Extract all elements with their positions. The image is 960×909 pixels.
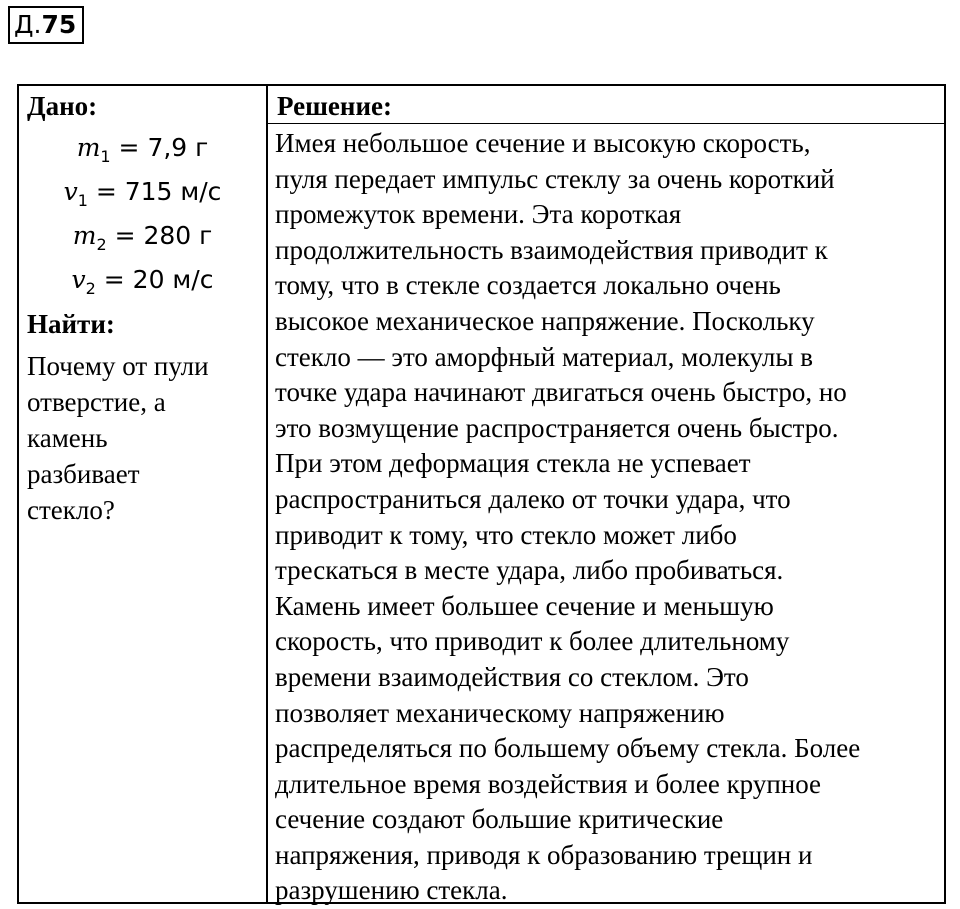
solution-line: времени взаимодействия со стеклом. Это <box>275 661 749 692</box>
solution-line: высокое механическое напряжение. Поскольку <box>275 305 815 336</box>
find-heading: Найти: <box>27 309 115 339</box>
solution-line: скорость, что приводит к более длительному <box>275 626 790 657</box>
solution-table <box>17 84 946 904</box>
solution-line: продолжительность взаимодействия приводит к <box>275 234 828 265</box>
solution-line: напряжения, приводя к образованию трещин и <box>275 839 813 870</box>
question-line: отверстие, а <box>27 387 166 417</box>
solution-line: позволяет механическому напряжению <box>275 697 725 728</box>
solution-line: распределяться по большему объему стекла. Более <box>275 733 861 764</box>
formula-variable: m <box>72 221 97 250</box>
solution-line: промежуток времени. Эта короткая <box>275 199 682 230</box>
formula-subscript: 2 <box>96 235 107 254</box>
question-line: стекло? <box>27 495 115 525</box>
solution-line: При этом деформация стекла не успевает <box>275 448 751 479</box>
formula-subscript: 2 <box>85 279 96 298</box>
solution-text <box>275 126 945 909</box>
formula-value: = 20 м/с <box>95 265 214 294</box>
solution-line: стекло — это аморфный материал, молекулы в <box>275 341 813 372</box>
formula-value: = 7,9 г <box>110 133 209 162</box>
formula-value: = 715 м/с <box>87 177 222 206</box>
find-question <box>27 348 259 528</box>
solution-header-rule <box>268 123 944 124</box>
formula-value: = 280 г <box>106 221 213 250</box>
solution-line: длительное время воздействия и более крупное <box>275 768 822 799</box>
solution-heading: Решение: <box>277 91 392 121</box>
question-line: Почему от пули <box>27 351 209 381</box>
question-line: камень <box>27 423 108 453</box>
question-line: разбивает <box>27 459 140 489</box>
given-speed-2 <box>19 258 266 311</box>
solution-line: точке удара начинают двигаться очень быстро, но <box>275 377 847 408</box>
solution-line: Имея небольшое сечение и высокую скорость, <box>275 128 811 158</box>
solution-line: это возмущение распространяется очень быстро. <box>275 412 839 443</box>
formula-variable: v <box>71 265 86 294</box>
column-divider <box>266 86 268 902</box>
solution-line: тому, что в стекле создается локально очень <box>275 270 781 301</box>
formula-variable: v <box>63 177 78 206</box>
solution-line: разрушению стекла. <box>275 875 508 906</box>
solution-line: сечение создают большие критические <box>275 804 724 835</box>
formula-subscript: 1 <box>100 147 111 166</box>
solution-line: Камень имеет большее сечение и меньшую <box>275 590 774 621</box>
task-number-label <box>8 6 84 44</box>
solution-line: пуля передает импульс стеклу за очень короткий <box>275 163 835 194</box>
task-number: 75 <box>41 10 77 39</box>
task-prefix: Д. <box>14 10 42 39</box>
solution-line: распространиться далеко от точки удара, что <box>275 483 791 514</box>
formula-subscript: 1 <box>77 191 88 210</box>
given-heading: Дано: <box>27 91 98 121</box>
solution-line: приводит к тому, что стекло может либо <box>275 519 737 550</box>
solution-line: трескаться в месте удара, либо пробиваться. <box>275 555 784 586</box>
formula-variable: m <box>76 133 101 162</box>
